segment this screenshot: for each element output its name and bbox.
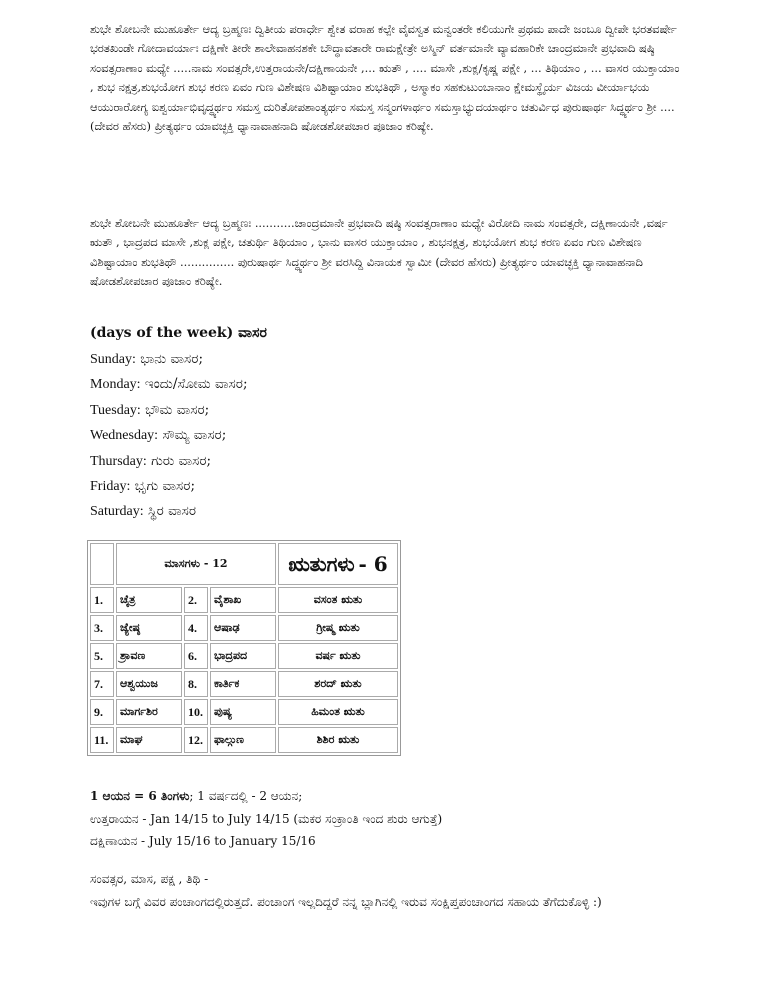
dakshinayana-line: ದಕ್ಷಿಣಾಯನ - July 15/16 to January 15/16: [90, 834, 316, 848]
month-number: 5.: [90, 643, 114, 669]
seasons-header: [278, 543, 398, 585]
season-name: ಗ್ರೀಷ್ಮ ಋತು: [278, 615, 398, 641]
day-item-monday: [90, 372, 248, 397]
season-name: ವರ್ಷ ಋತು: [278, 643, 398, 669]
day-kannada: ಗುರು ವಾಸರ;: [151, 452, 212, 469]
month-name: ವೈಶಾಖ: [210, 587, 276, 613]
table-header-empty-cell: [90, 543, 114, 585]
month-name: ಆಶ್ವಯುಜ: [116, 671, 182, 697]
month-number: 9.: [90, 699, 114, 725]
month-number: 7.: [90, 671, 114, 697]
day-kannada: ಭಾನು ವಾಸರ;: [140, 351, 204, 367]
month-name: ಭಾದ್ರಪದ: [210, 643, 276, 669]
footer-line-1: ಸಂವತ್ಸರ, ಮಾಸ, ಪಕ್ಷ , ತಿಥಿ -: [90, 872, 209, 886]
day-item-thursday: [90, 449, 248, 474]
days-heading: (days of the week) ವಾಸರ: [90, 325, 267, 341]
table-header-row: [90, 543, 398, 585]
footer-note: [90, 868, 690, 913]
day-english: Saturday:: [90, 504, 144, 520]
seasons-header-count: - 6: [358, 552, 388, 576]
month-name: ಕಾರ್ತಿಕ: [210, 671, 276, 697]
sankalpa-paragraph-template: ಶುಭೇ ಶೋಬನೇ ಮುಹೂರ್ತೇ ಆದ್ಯ ಬ್ರಹ್ಮಣಃ ದ್ವಿತೀಯ ಪರಾರ್ಧೇ ಶ್ವೇತ ವರಾಹ ಕಲ್ಪೇ ವೈವಸ್ವತ ಮನ್ವಂತರೇ ಕಲಿಯುಗೇ ಪ್ರಥಮ ಪಾದೇ ಜಂಬೂ ದ್ವೀಪೇ ಭರತವರ್ಷೇ ಭರತಖಂಡೇ ಗೋದಾವರ್ಯಾಃ ದಕ್ಷಿಣೇ ತೀರೇ ಶಾಲೇವಾಹನಶಕೇ ಬೌದ್ಧಾವತಾರೇ ರಾಮಕ್ಷೇತ್ರೇ ಅಸ್ಮಿನ್ ವರ್ತಮಾನೇ ವ್ಯಾವಹಾರಿಕೇ ಚಾಂದ್ರಮಾನೇ ಪ್ರಭವಾದಿ ಷಷ್ಠಿ ಸಂವತ್ಸರಾಣಾಂ ಮಧ್ಯೇ .....ನಾಮ ಸಂವತ್ಸರೇ,ಉತ್ತರಾಯನೇ/ದಕ್ಷಿಣಾಯನೇ ,... ಋತೌ , .... ಮಾಸೇ ,ಶುಕ್ಲ/ಕೃಷ್ಣ ಪಕ್ಷೇ , ... ತಿಥಿಯಾಂ , ... ವಾಸರ ಯುಕ್ತಾಯಾಂ , ಶುಭ ನಕ್ಷತ್ರ,ಶುಭಯೋಗ ಶುಭ ಕರಣ ಏವಂ ಗುಣ ವಿಶೇಷಣ ವಿಶಿಷ್ಟಾಯಾಂ ಶುಭತಿಥೌ , ಅಸ್ಮಾಕಂ ಸಹಕುಟುಂಬಾನಾಂ ಕ್ಷೇಮಸ್ಥೈರ್ಯ ವಿಜಯ ವೀರ್ಯಾಭಯ ಆಯುರಾರೋಗ್ಯ ಐಶ್ವರ್ಯಾಭಿವೃದ್ಧ್ಯರ್ಥಂ ಸಮಸ್ತ ದುರಿತೋಪಶಾಂತ್ಯರ್ಥಂ ಸಮಸ್ತ ಸನ್ಮಂಗಳಾರ್ಥಂ ಸಮಸ್ತಾಭ್ಯುದಯಾರ್ಥಂ ಚತುರ್ವಿಧ ಪುರುಷಾರ್ಥ ಸಿದ್ಧ್ಯರ್ಥಂ ಶ್ರೀ ....(ದೇವರ ಹೆಸರು) ಪ್ರೀತ್ಯರ್ಥಂ ಯಾವಚ್ಛಕ್ತಿ ಧ್ಯಾನಾವಾಹನಾದಿ ಷೋಡಶೋಪಚಾರ ಪೂಜಾಂ ಕರಿಷ್ಯೇ.: [90, 22, 680, 134]
day-english: Tuesday:: [90, 402, 141, 418]
month-number: 2.: [184, 587, 208, 613]
day-item-sunday: [90, 347, 248, 372]
month-number: 3.: [90, 615, 114, 641]
months-seasons-table: [87, 540, 401, 756]
day-kannada: ಸೌಮ್ಯ ವಾಸರ;: [162, 427, 227, 444]
season-name: ಶಿಶಿರ ಋತು: [278, 727, 398, 753]
season-name: ಹಿಮಂತ ಋತು: [278, 699, 398, 725]
seasons-header-word: ಋತುಗಳು: [288, 552, 355, 576]
month-number: 11.: [90, 727, 114, 753]
day-english: Friday:: [90, 479, 131, 495]
month-number: 8.: [184, 671, 208, 697]
footer-line-2: ಇವುಗಳ ಬಗ್ಗೆ ವಿವರ ಪಂಚಾಂಗದಲ್ಲಿರುತ್ತದೆ. ಪಂಚಾಂಗ ಇಲ್ಲದಿದ್ದರೆ ನನ್ನ ಬ್ಲಾಗಿನಲ್ಲಿ ಇರುವ ಸಂಕ್ಷಿಪ್ತಪಂಚಾಂಗದ ಸಹಾಯ ತೆಗೆದುಕೊಳ್ಳಿ :): [90, 894, 602, 909]
table-row: [90, 643, 398, 669]
day-kannada: ಇಂದು/ಸೋಮ ವಾಸರ;: [144, 376, 248, 393]
month-number: 4.: [184, 615, 208, 641]
day-english: Wednesday:: [90, 428, 159, 444]
ayana-definition-bold: 1 ಆಯನ = 6 ತಿಂಗಳು: [90, 789, 190, 803]
month-name: ಜ್ಯೇಷ್ಠ: [116, 615, 182, 641]
day-kannada: ಸ್ಥಿರ ವಾಸರ: [147, 503, 197, 520]
table-row: [90, 671, 398, 697]
day-item-wednesday: [90, 423, 248, 448]
month-name: ಆಷಾಢ: [210, 615, 276, 641]
table-row: [90, 615, 398, 641]
season-name: ವಸಂತ ಋತು: [278, 587, 398, 613]
table-row: [90, 699, 398, 725]
month-name: ಮಾಘ: [116, 727, 182, 753]
month-name: ಚೈತ್ರ: [116, 587, 182, 613]
day-english: Sunday:: [90, 352, 136, 367]
month-name: ಪುಷ್ಯ: [210, 699, 276, 725]
ayana-definition-rest: ; 1 ವರ್ಷದಲ್ಲಿ - 2 ಆಯನ;: [189, 789, 303, 803]
season-name: ಶರದ್ ಋತು: [278, 671, 398, 697]
day-item-saturday: [90, 499, 248, 524]
uttarayana-line: ಉತ್ತರಾಯನ - Jan 14/15 to July 14/15 (ಮಕರ ಸಂಕ್ರಾಂತಿ ಇಂದ ಶುರು ಆಗುತ್ತೆ): [90, 811, 443, 826]
table-row: [90, 727, 398, 753]
month-name: ಫಾಲ್ಗುಣ: [210, 727, 276, 753]
sankalpa-paragraph-example: ಶುಭೇ ಶೋಬನೇ ಮುಹೂರ್ತೇ ಆದ್ಯ ಬ್ರಹ್ಮಣಃ ...........ಚಾಂದ್ರಮಾನೇ ಪ್ರಭವಾದಿ ಷಷ್ಠಿ ಸಂವತ್ಸರಾಣಾಂ ಮಧ್ಯೇ ವಿರೋದಿ ನಾಮ ಸಂವತ್ಸರೇ, ದಕ್ಷಿಣಾಯನೇ ,ವರ್ಷ ಋತೌ , ಭಾದ್ರಪದ ಮಾಸೇ ,ಶುಕ್ಲ ಪಕ್ಷೇ, ಚತುರ್ಥಿ ತಿಥಿಯಾಂ , ಭಾನು ವಾಸರ ಯುಕ್ತಾಯಾಂ , ಶುಭನಕ್ಷತ್ರ, ಶುಭಯೋಗ ಶುಭ ಕರಣ ಏವಂ ಗುಣ ವಿಶೇಷಣ ವಿಶಿಷ್ಟಾಯಾಂ ಶುಭತಿಥೌ ............... ಪುರುಷಾರ್ಥ ಸಿದ್ಧ್ಯರ್ಥಂ ಶ್ರೀ ವರಸಿದ್ದಿ ವಿನಾಯಕ ಸ್ವಾಮೀ (ದೇವರ ಹೆಸರು) ಪ್ರೀತ್ಯರ್ಥಂ ಯಾವಚ್ಛಕ್ತಿ ಧ್ಯಾನಾವಾಹನಾದಿ ಷೋಡಶೋಪಚಾರ ಪೂಜಾಂ ಕರಿಷ್ಯೇ.: [90, 216, 668, 289]
month-number: 6.: [184, 643, 208, 669]
month-name: ಮಾರ್ಗಶಿರ: [116, 699, 182, 725]
ayana-definition: [90, 785, 690, 808]
ayana-section: [90, 785, 690, 853]
month-number: 12.: [184, 727, 208, 753]
month-number: 10.: [184, 699, 208, 725]
month-number: 1.: [90, 587, 114, 613]
month-name: ಶ್ರಾವಣ: [116, 643, 182, 669]
day-kannada: ಭೃಗು ವಾಸರ;: [134, 478, 196, 495]
day-english: Thursday:: [90, 453, 147, 469]
table-row: [90, 587, 398, 613]
day-english: Monday:: [90, 377, 141, 393]
day-kannada: ಭೌಮ ವಾಸರ;: [145, 401, 210, 418]
months-header: ಮಾಸಗಳು - 12: [116, 543, 276, 585]
day-item-friday: [90, 474, 248, 499]
day-item-tuesday: [90, 398, 248, 423]
days-list: [90, 347, 248, 525]
